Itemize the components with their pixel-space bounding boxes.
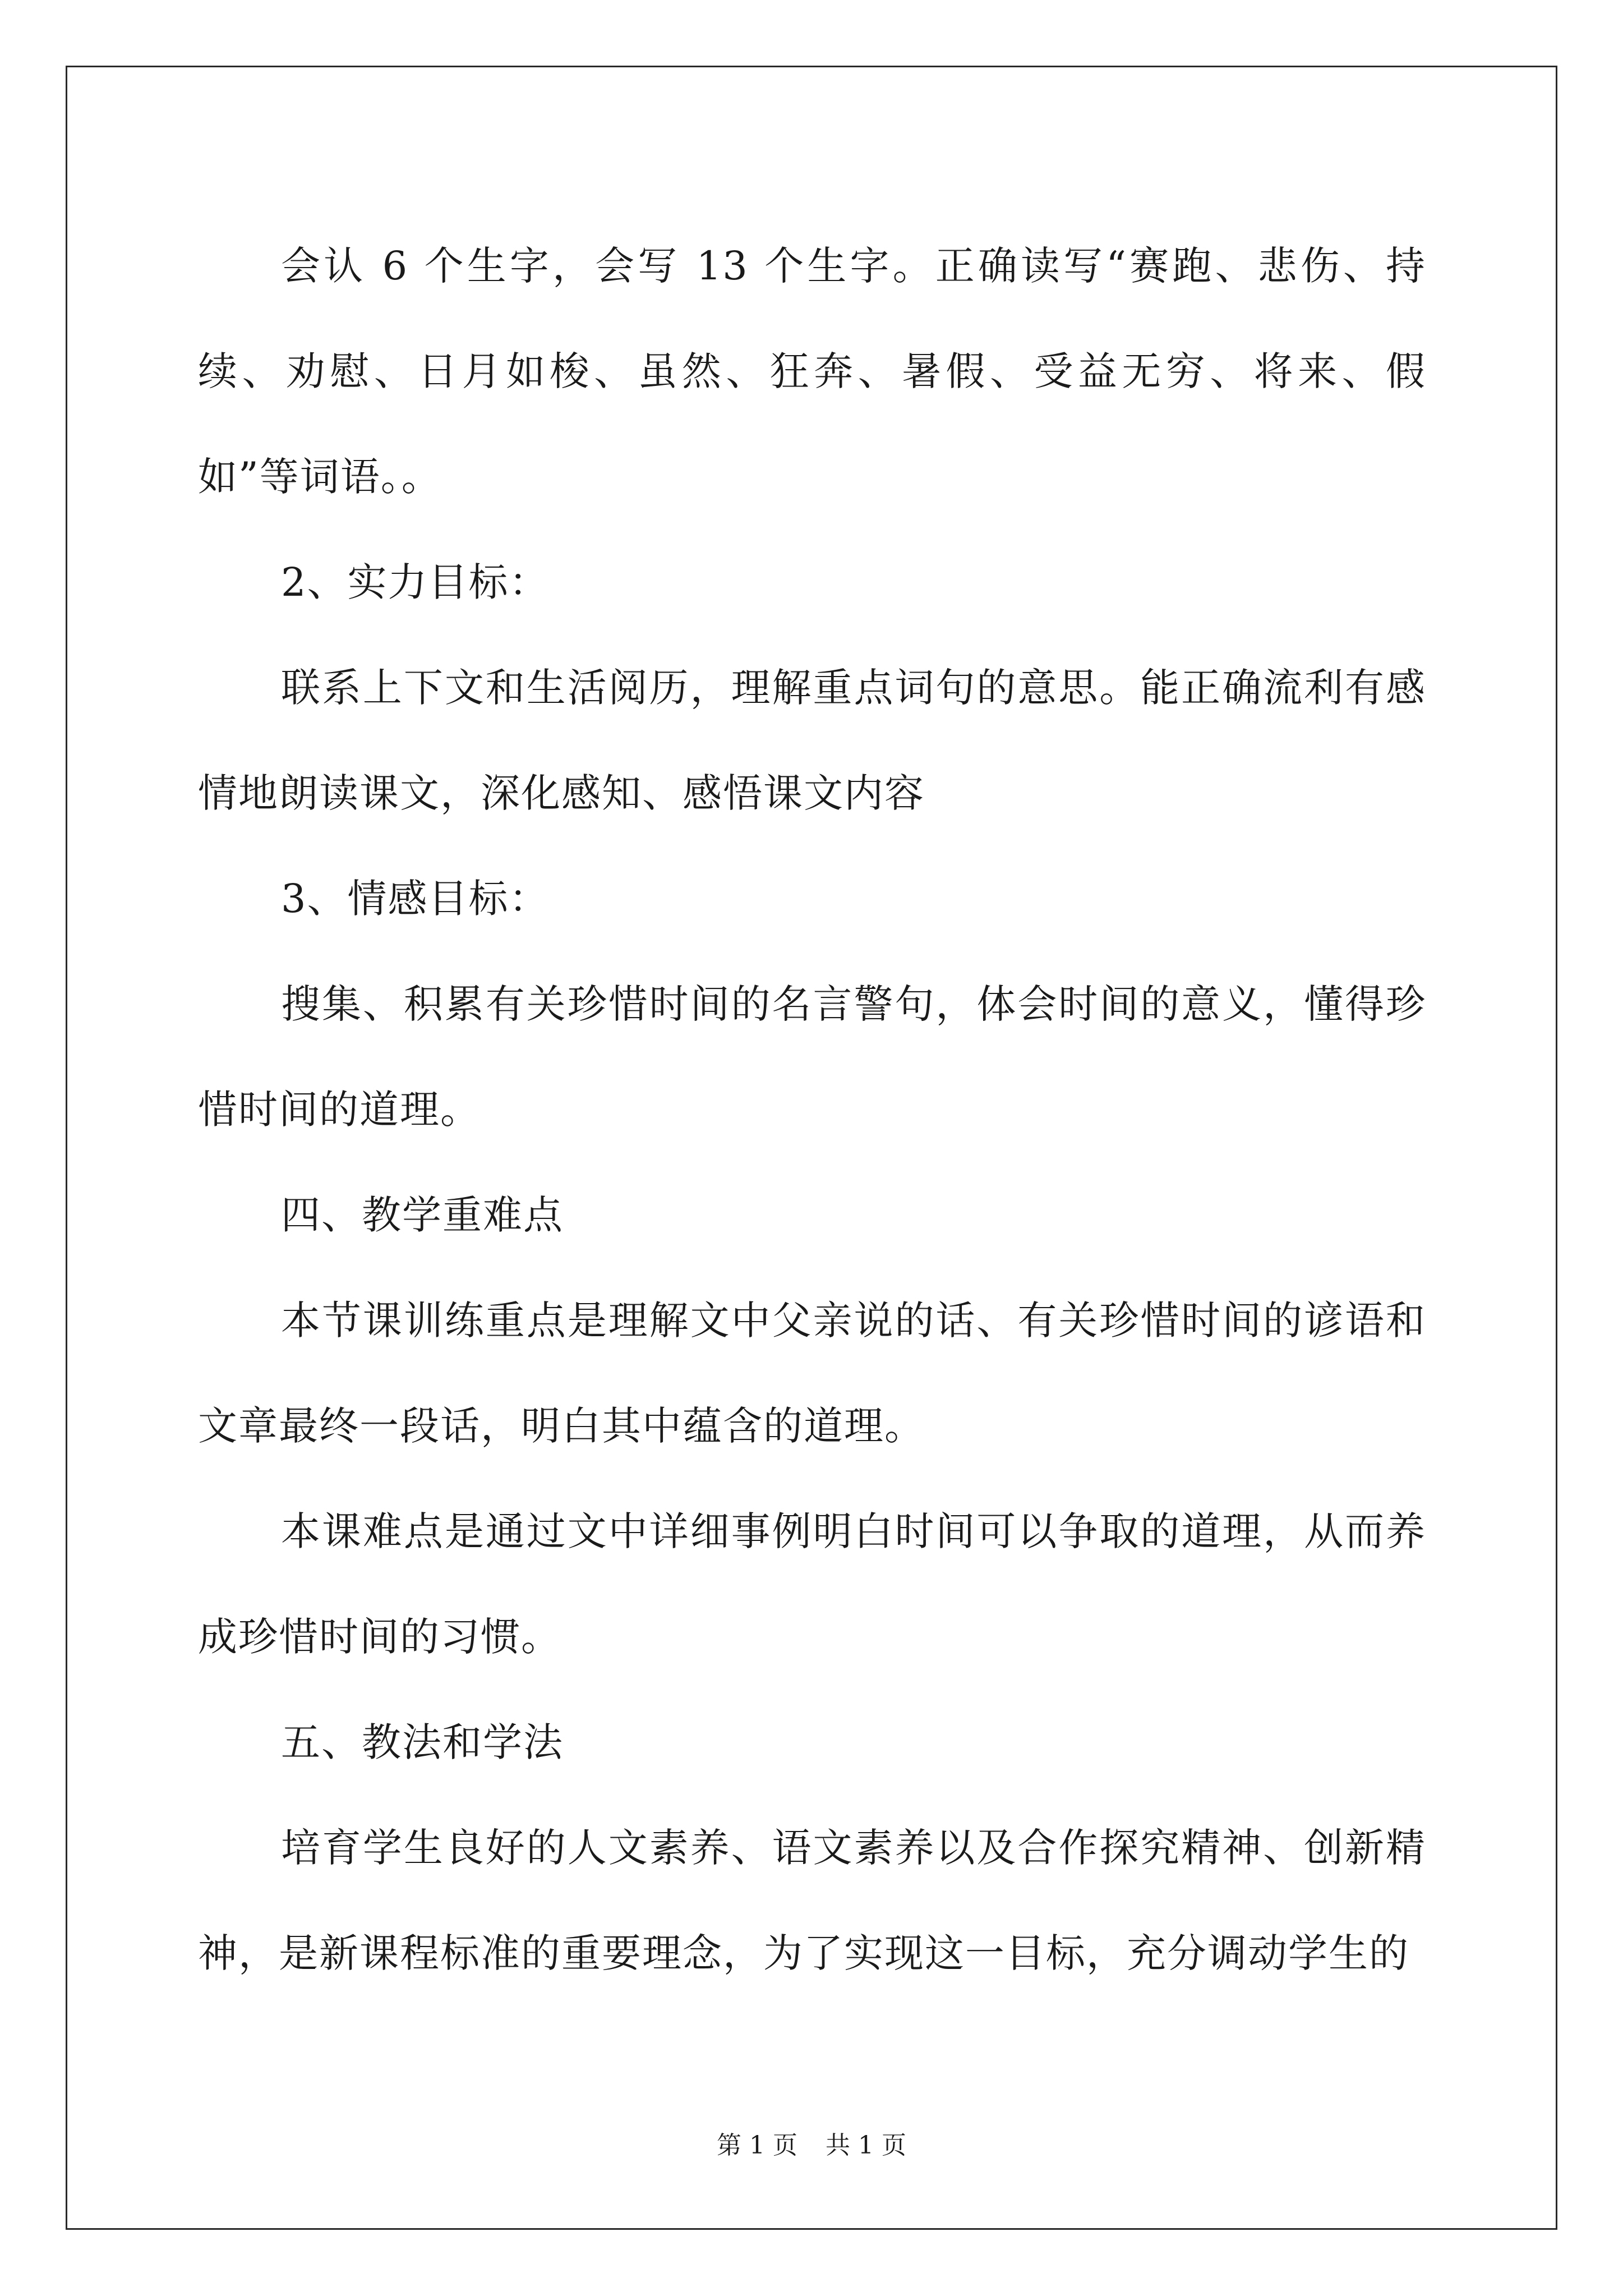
paragraph-emotion-goal: 搜集、积累有关珍惜时间的名言警句，体会时间的意义，懂得珍惜时间的道理。 [198, 981, 1426, 1133]
heading-teaching-methods: 五、教法和学法 [281, 1719, 564, 1765]
page-footer [0, 2129, 1623, 2162]
paragraph-difficulties: 本课难点是通过文中详细事例明白时间可以争取的道理，从而养成珍惜时间的习惯。 [198, 1508, 1426, 1660]
page-number: 第 1 页 [717, 2131, 797, 2160]
document-body [198, 213, 1426, 2006]
paragraph-key-points: 本节课训练重点是理解文中父亲说的话、有关珍惜时间的谚语和文章最终一段话，明白其中蕴含的道理。 [198, 1297, 1426, 1449]
page-total: 共 1 页 [826, 2131, 906, 2160]
heading-ability-goal: 2、实力目标： [281, 559, 550, 605]
paragraph-ability-goal: 联系上下文和生活阅历，理解重点词句的意思。能正确流利有感情地朗读课文，深化感知、感悟课文内容 [198, 665, 1426, 816]
heading-emotion-goal: 3、情感目标： [281, 876, 550, 922]
paragraph-teaching-methods: 培育学生良好的人文素养、语文素养以及合作探究精神、创新精神，是新课程标准的重要理念，为了实现这一目标，充分调动学生的 [198, 1825, 1426, 1976]
heading-key-difficulties: 四、教学重难点 [281, 1192, 564, 1238]
paragraph-vocabulary-goal: 会认 6 个生字，会写 13 个生字。正确读写“赛跑、悲伤、持续、劝慰、日月如梭、虽然、狂奔、暑假、受益无穷、将来、假如”等词语。。 [198, 243, 1426, 500]
